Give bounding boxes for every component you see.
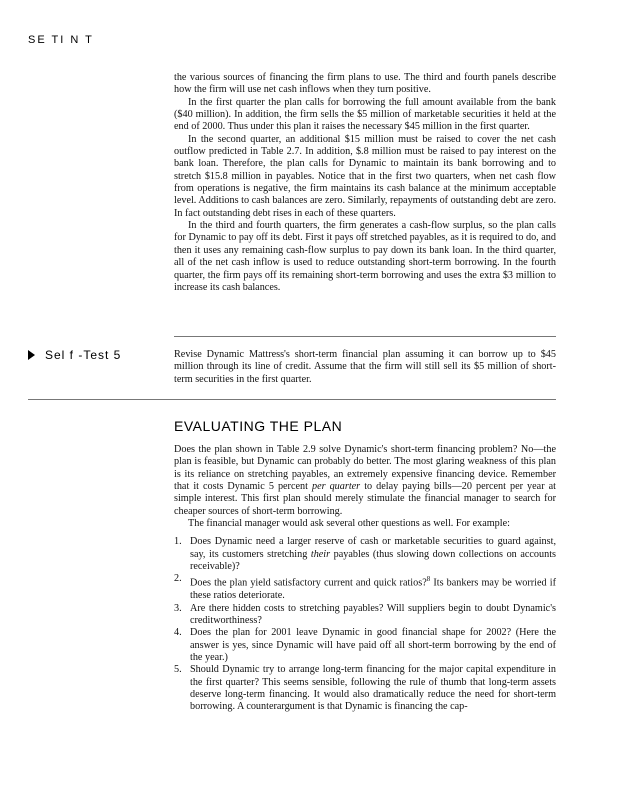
paragraph: The financial manager would ask several other questions as well. For example:	[188, 518, 510, 530]
text-run: Its bankers may be worried if these ratios deteriorate.	[190, 577, 556, 602]
self-test-text: Revise Dynamic Mattress's short-term financial plan assuming it can borrow up to $45 million through its line of credit. Assume that the firm will still sell its $5 million of short-term securities in the first quarter.	[174, 349, 556, 385]
emphasis: per quarter	[311, 481, 361, 493]
emphasis: their	[310, 548, 331, 560]
text-run: Does Dynamic need a larger reserve of cash or marketable securities to guard against, say, its customers stretching	[190, 536, 556, 560]
self-test-label	[28, 348, 121, 362]
text-run: Are there hidden costs to stretching payables? Will suppliers begin to doubt Dynamic's creditworthiness?	[190, 602, 556, 626]
text-run: Does the plan yield satisfactory current and quick ratios?	[190, 577, 427, 589]
intro-text	[174, 72, 556, 294]
text-run: payables (thus slowing down collections on accounts receivable)?	[190, 548, 556, 573]
paragraph: In the third and fourth quarters, the firm generates a cash-flow surplus, so the plan calls for Dynamic to pay off its debt. First it pays off stretched payables, as it is required to do, and then it uses any remaining cash-flow surplus to pay down its bank loan. In the third quarter, all of the net cash inflow is used to reduce outstanding short-term borrowing. In the fourth quarter, the firm pays off its remaining short-term borrowing and uses the extra $3 million to increase its cash balances.	[174, 220, 556, 293]
list-number: 1.	[174, 536, 182, 548]
footnote-ref: 8	[426, 575, 431, 584]
list-number: 4.	[174, 627, 182, 639]
paragraph	[174, 444, 556, 518]
text-run: Does the plan for 2001 leave Dynamic in good financial shape for 2002? (Here the answer is yes, since Dynamic will have paid off all short-term borrowing by the end of the year.)	[190, 627, 556, 663]
paragraph: In the second quarter, an additional $15 million must be raised to cover the net cash outflow predicted in Table 2.7. In addition, $.8 million must be raised to pay interest on the bank loan. Therefore, the plan calls for Dynamic to maintain its bank borrowing and to stretch $15.8 million in payables. Notice that in the first two quarters, when net cash flow from operations is negative, the firm maintains its cash balance at the minimum acceptable level. Additions to cash balances are zero. Similarly, repayments of outstanding debt are zero. In fact outstanding debt rises in each of these quarters.	[174, 133, 556, 219]
paragraph: the various sources of financing the firm plans to use. The third and fourth panels describe how the firm will use net cash inflows when they turn positive.	[174, 72, 556, 96]
divider	[28, 399, 556, 400]
text-run: Does the plan shown in Table 2.9 solve Dynamic's short-term financing problem? No—the plan is feasible, but Dynamic can probably do better. The most glaring weakness of this plan is its reliance on stretching payables, an extremely expensive financing device. Remember that it costs Dynamic 5 percent	[174, 444, 556, 493]
list-item	[174, 627, 556, 664]
section-body	[174, 444, 556, 714]
list-item	[174, 664, 556, 713]
list-number: 3.	[174, 602, 182, 614]
paragraph: In the first quarter the plan calls for borrowing the full amount available from the bank ($40 million). In addition, the firm sells the $5 million of marketable securities it held at the end of 2000. Thus under this plan it raises the necessary $45 million in the first quarter.	[174, 96, 556, 133]
list-number: 2.	[174, 573, 182, 585]
divider	[174, 336, 556, 337]
text-run: Should Dynamic try to arrange long-term financing for the major capital expenditure in the first quarter? This seems sensible, following the rule of thumb that long-term assets deserve long-term financing. It would also dramatically reduce the need for short-term borrowing. A counterargument is that Dynamic is financing the cap-	[190, 664, 556, 713]
list-item	[174, 573, 556, 602]
section-heading: EVALUATING THE PLAN	[174, 418, 343, 434]
list-item	[174, 536, 556, 573]
list-number: 5.	[174, 664, 182, 676]
text-run: to delay paying bills—20 percent per year at simple interest. This first plan should merely stimulate the financial manager to search for cheaper sources of short-term borrowing.	[174, 481, 556, 517]
self-test-body	[174, 349, 556, 386]
list-item	[174, 603, 556, 628]
triangle-bullet-icon	[28, 350, 35, 360]
self-test-title: Sel f -Test 5	[45, 348, 122, 362]
question-list	[174, 536, 556, 713]
running-head: SE TI N T	[28, 34, 94, 46]
